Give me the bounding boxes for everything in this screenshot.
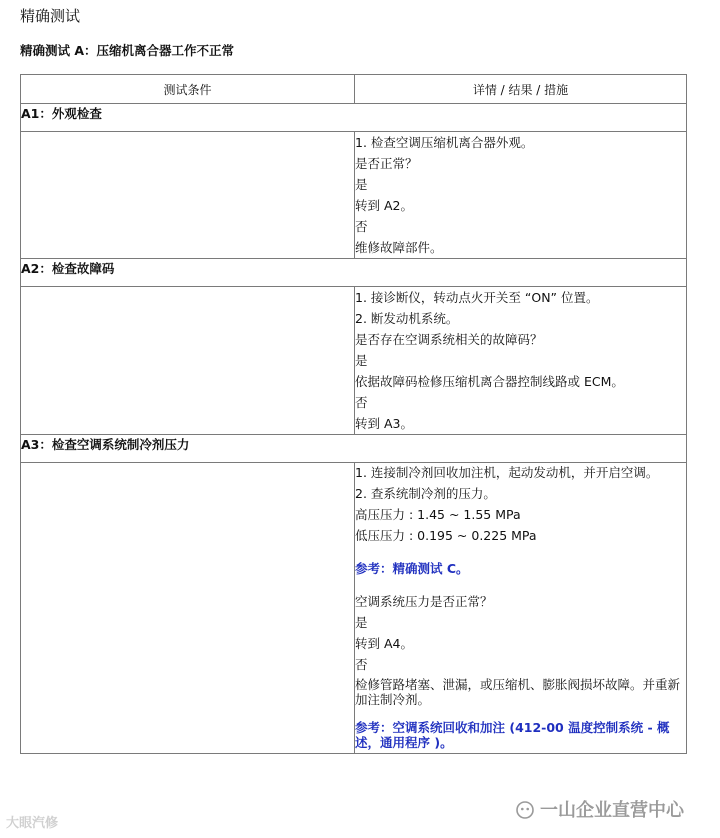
yes-label: 是 — [355, 615, 368, 630]
watermark-right — [516, 796, 684, 822]
section-row-a1 — [21, 104, 687, 132]
yes-label: 是 — [355, 177, 368, 192]
condition-cell-a1 — [21, 132, 355, 259]
page-title: 精确测试 — [20, 7, 81, 25]
details-cell-a3 — [355, 463, 687, 754]
header-test-condition: 测试条件 — [21, 75, 355, 104]
action-line: 检修管路堵塞、泄漏，或压缩机、膨胀阀损坏故障。并重新加注制冷剂。 — [355, 677, 681, 707]
high-pressure-line: 高压压力 : 1.45 ~ 1.55 MPa — [355, 507, 521, 522]
step-line: 2. 断发动机系统。 — [355, 311, 459, 326]
step-line: 1. 检查空调压缩机离合器外观。 — [355, 135, 534, 150]
action-line: 维修故障部件。 — [355, 240, 443, 255]
question-line: 空调系统压力是否正常？ — [355, 594, 493, 609]
reference-link[interactable]: 参考：精确测试 C。 — [355, 561, 469, 576]
section-row-a3 — [21, 435, 687, 463]
no-label: 否 — [355, 219, 368, 234]
details-cell-a2 — [355, 287, 687, 435]
condition-cell-a3 — [21, 463, 355, 754]
table-header-row — [21, 75, 687, 104]
action-line: 依据故障码检修压缩机离合器控制线路或 ECM。 — [355, 374, 624, 389]
watermark-left: 大眼汽修 — [6, 816, 59, 831]
question-line: 是否存在空调系统相关的故障码？ — [355, 332, 543, 347]
yes-label: 是 — [355, 353, 368, 368]
procedure-subtitle: 精确测试 A：压缩机离合器工作不正常 — [20, 43, 235, 58]
step-line: 1. 连接制冷剂回收加注机，起动发动机，并开启空调。 — [355, 465, 659, 480]
header-details-results-actions: 详情 / 结果 / 措施 — [355, 75, 687, 104]
step-line: 2. 查系统制冷剂的压力。 — [355, 486, 496, 501]
section-heading-a1: A1：外观检查 — [21, 104, 687, 132]
condition-cell-a2 — [21, 287, 355, 435]
reference-link[interactable]: 参考：空调系统回收和加注 (412-00 温度控制系统 - 概述，通用程序 )。 — [355, 720, 670, 750]
step-row-a2 — [21, 287, 687, 435]
step-row-a1 — [21, 132, 687, 259]
section-heading-a2: A2：检查故障码 — [21, 259, 687, 287]
step-line: 1. 接诊断仪，转动点火开关至 “ON” 位置。 — [355, 290, 599, 305]
goto-line: 转到 A4。 — [355, 636, 413, 651]
no-label: 否 — [355, 657, 368, 672]
step-row-a3 — [21, 463, 687, 754]
wechat-icon — [516, 801, 534, 819]
watermark-right-text: 一山企业直营中心 — [540, 800, 684, 821]
section-row-a2 — [21, 259, 687, 287]
goto-line: 转到 A2。 — [355, 198, 413, 213]
low-pressure-line: 低压压力 : 0.195 ~ 0.225 MPa — [355, 528, 537, 543]
test-table — [20, 74, 687, 754]
section-heading-a3: A3：检查空调系统制冷剂压力 — [21, 435, 687, 463]
no-label: 否 — [355, 395, 368, 410]
details-cell-a1 — [355, 132, 687, 259]
goto-line: 转到 A3。 — [355, 416, 413, 431]
question-line: 是否正常？ — [355, 156, 418, 171]
